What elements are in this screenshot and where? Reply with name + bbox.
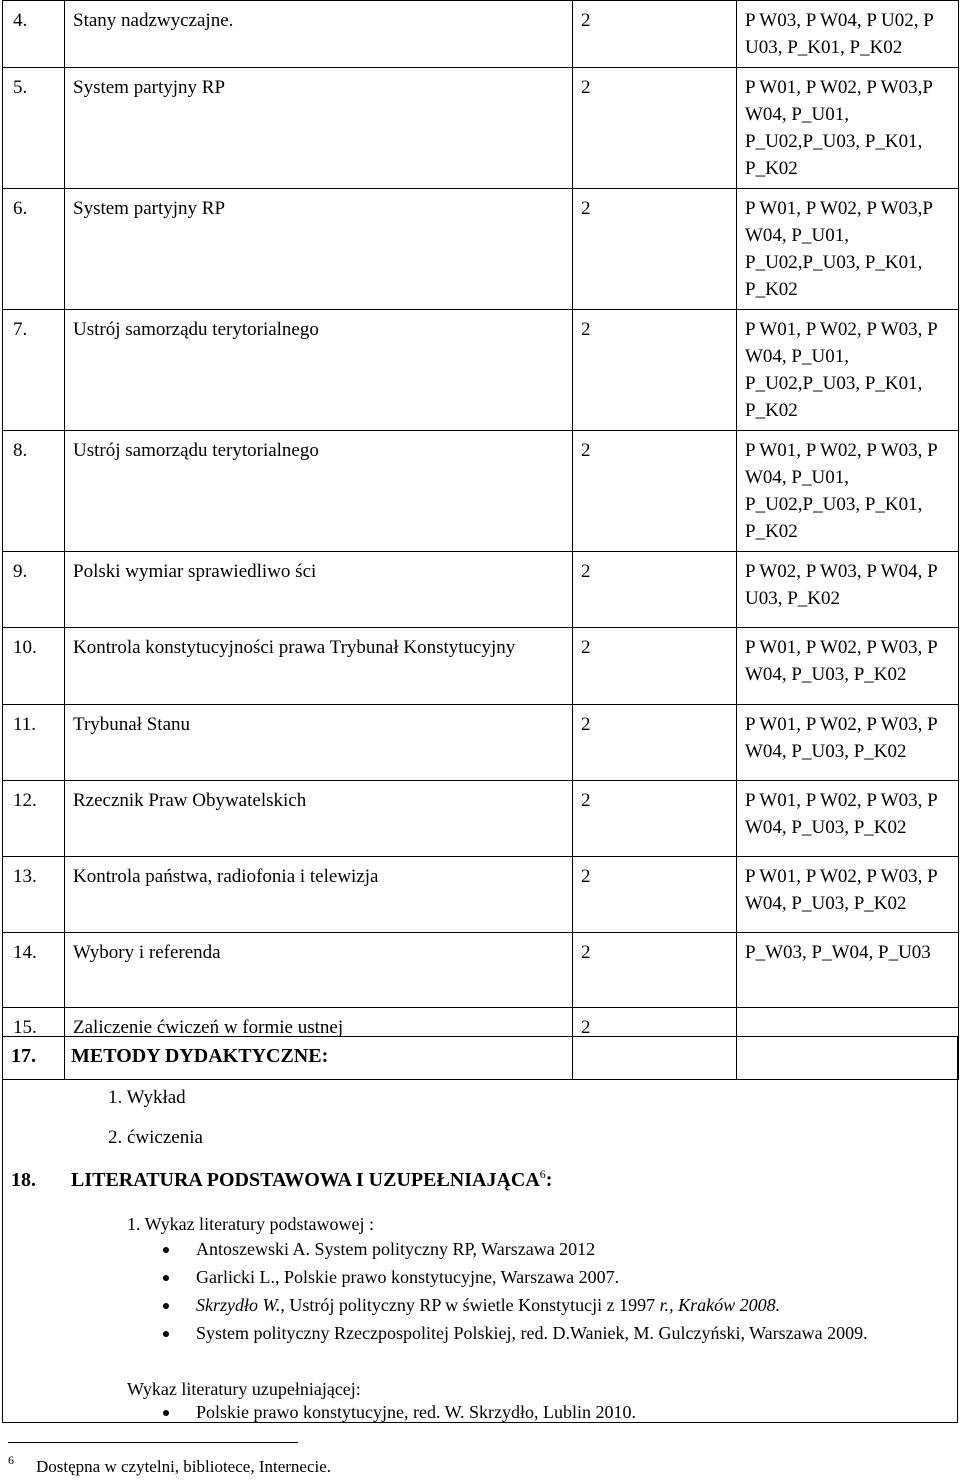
literature-author: Skrzydło W.: [196, 1295, 281, 1315]
methods-literature-section: [2, 1036, 958, 1423]
literature-title: , Ustrój polityczny RP w świetle Konstytucji z 1997: [280, 1295, 660, 1315]
literature-item: [196, 1292, 780, 1319]
methods-number: 17.: [11, 1045, 36, 1067]
footnote: [8, 1453, 332, 1479]
table-row: [3, 310, 959, 431]
row-effects: P W01, P W02, P W03,P W04, P_U01, P_U02,P_U03, P_K01, P_K02: [737, 189, 959, 310]
method-item: 1. Wykład: [108, 1087, 186, 1108]
methods-heading: METODY DYDAKTYCZNE:: [71, 1045, 329, 1067]
table-row: [3, 552, 959, 628]
table-row: [3, 189, 959, 310]
row-topic: Trybunał Stanu: [65, 705, 573, 781]
literature-item: System polityczny Rzeczpospolitej Polskiej, red. D.Waniek, M. Gulczyński, Warszawa 2009.: [196, 1320, 896, 1347]
row-topic: System partyjny RP: [65, 189, 573, 310]
literature-number: 18.: [11, 1169, 36, 1191]
table-row: [3, 1, 959, 68]
row-hours: 2: [573, 1, 737, 68]
row-topic: Ustrój samorządu terytorialnego: [65, 310, 573, 431]
row-number: 10.: [3, 628, 65, 705]
row-hours: 2: [573, 705, 737, 781]
footnote-separator: [8, 1442, 298, 1443]
row-effects: P W01, P W02, P W03,P W04, P_U01, P_U02,P_U03, P_K01, P_K02: [737, 68, 959, 189]
row-number: 5.: [3, 68, 65, 189]
row-hours: 2: [573, 431, 737, 552]
table-row: [3, 781, 959, 857]
row-effects: P W01, P W02, P W03, P W04, P_U03, P_K02: [737, 857, 959, 933]
row-topic: Zaliczenie ćwiczeń w formie ustnej: [65, 1008, 573, 1080]
row-hours: 2: [573, 310, 737, 431]
row-hours: 2: [573, 68, 737, 189]
row-effects: P W03, P W04, P U02, P U03, P_K01, P_K02: [737, 1, 959, 68]
row-number: 14.: [3, 933, 65, 1008]
row-number: 6.: [3, 189, 65, 310]
basic-literature-label: 1. Wykaz literatury podstawowej :: [127, 1214, 375, 1234]
method-item: 2. ćwiczenia: [108, 1127, 203, 1148]
literature-place-year: r., Kraków 2008.: [659, 1295, 781, 1315]
literature-heading: [71, 1167, 552, 1194]
row-topic: Stany nadzwyczajne.: [65, 1, 573, 68]
footnote-mark: 6: [8, 1453, 14, 1467]
literature-heading-text: LITERATURA PODSTAWOWA I UZUPEŁNIAJĄCA: [71, 1169, 540, 1191]
row-number: 9.: [3, 552, 65, 628]
literature-heading-suffix: :: [545, 1169, 553, 1191]
row-effects: P W02, P W03, P W04, P U03, P_K02: [737, 552, 959, 628]
row-number: 4.: [3, 1, 65, 68]
row-topic: Kontrola państwa, radiofonia i telewizja: [65, 857, 573, 933]
footnote-text: Dostępna w czytelni, bibliotece, Internecie.: [36, 1457, 332, 1476]
table-row: [3, 68, 959, 189]
row-effects: P W01, P W02, P W03, P W04, P_U03, P_K02: [737, 705, 959, 781]
row-hours: 2: [573, 781, 737, 857]
literature-item: Polskie prawo konstytucyjne, red. W. Skrzydło, Lublin 2010.: [196, 1399, 636, 1426]
topics-table: [2, 0, 959, 1080]
row-hours: 2: [573, 933, 737, 1008]
row-number: 11.: [3, 705, 65, 781]
row-hours: 2: [573, 857, 737, 933]
row-topic: Kontrola konstytucyjności prawa Trybunał Konstytucyjny: [65, 628, 573, 705]
supplementary-literature-label: Wykaz literatury uzupełniającej:: [127, 1379, 361, 1399]
row-topic: Polski wymiar sprawiedliwo ści: [65, 552, 573, 628]
literature-item: Garlicki L., Polskie prawo konstytucyjne, Warszawa 2007.: [196, 1264, 619, 1291]
table-row: [3, 628, 959, 705]
row-effects: P W01, P W02, P W03, P W04, P_U03, P_K02: [737, 781, 959, 857]
literature-item: Antoszewski A. System polityczny RP, Warszawa 2012: [196, 1236, 595, 1263]
row-hours: 2: [573, 189, 737, 310]
row-number: 15.: [3, 1008, 65, 1080]
row-number: 12.: [3, 781, 65, 857]
row-hours: 2: [573, 552, 737, 628]
row-number: 7.: [3, 310, 65, 431]
table-row: [3, 857, 959, 933]
row-topic: System partyjny RP: [65, 68, 573, 189]
row-effects: P W01, P W02, P W03, P W04, P_U01, P_U02,P_U03, P_K01, P_K02: [737, 310, 959, 431]
table-row: [3, 431, 959, 552]
row-topic: Wybory i referenda: [65, 933, 573, 1008]
table-row: [3, 933, 959, 1008]
row-hours: 2: [573, 1008, 737, 1080]
row-effects: P W01, P W02, P W03, P W04, P_U01, P_U02,P_U03, P_K01, P_K02: [737, 431, 959, 552]
row-topic: Rzecznik Praw Obywatelskich: [65, 781, 573, 857]
table-row: [3, 705, 959, 781]
row-number: 13.: [3, 857, 65, 933]
row-effects: P W01, P W02, P W03, P W04, P_U03, P_K02: [737, 628, 959, 705]
row-topic: Ustrój samorządu terytorialnego: [65, 431, 573, 552]
row-hours: 2: [573, 628, 737, 705]
footnote-reference: 6: [539, 1167, 546, 1181]
row-effects: P_W03, P_W04, P_U03: [737, 933, 959, 1008]
row-number: 8.: [3, 431, 65, 552]
